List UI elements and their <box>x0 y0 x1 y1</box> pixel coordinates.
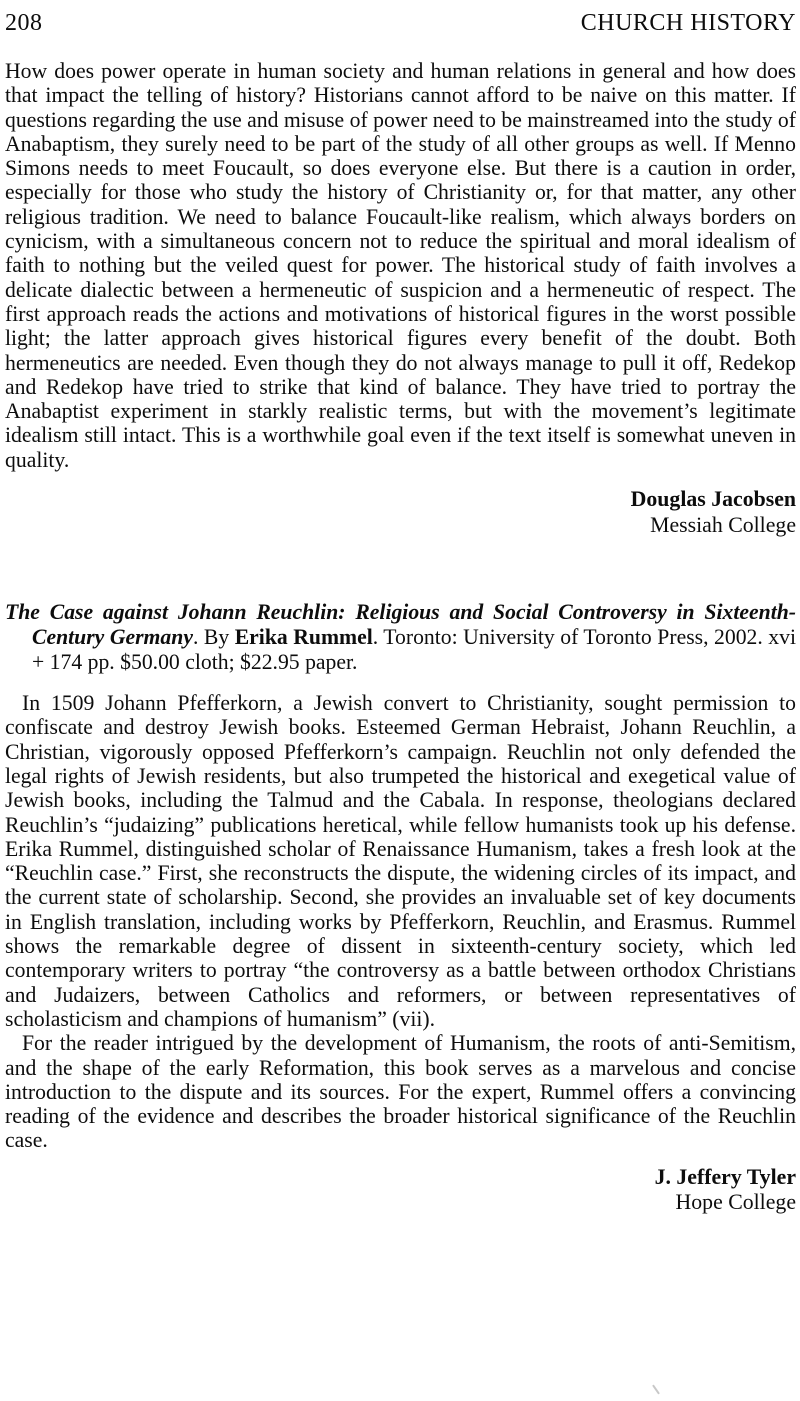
running-head <box>5 10 796 36</box>
review-paragraph-1: In 1509 Johann Pfefferkorn, a Jewish convert to Christianity, sought permission to confiscate and destroy Jewish books. Esteemed German Hebraist, Johann Reuchlin, a Christian, vigorously opposed Pfefferkorn’s campaign. Reuchlin not only defended the legal rights of Jewish residents, but also trumpeted the historical and exegetical value of Jewish books, including the Talmud and the Cabala. In response, theologians declared Reuchlin’s “judaizing” publications heretical, while fellow humanists took up his defense. Erika Rummel, distinguished scholar of Renaissance Humanism, takes a fresh look at the “Reuchlin case.” First, she reconstructs the dispute, the widening circles of its impact, and the current state of scholarship. Second, she provides an invaluable set of key documents in English translation, including works by Pfefferkorn, Reuchlin, and Erasmus. Rummel shows the remarkable degree of dissent in sixteenth-century society, which led contemporary writers to portray “the controversy as a battle between orthodox Christians and Judaizers, between Catholics and reformers, or between representatives of scholasticism and champions of humanism” (vii). <box>5 691 796 1031</box>
book-citation <box>5 600 796 675</box>
reviewer-affiliation: Hope College <box>675 1190 796 1215</box>
scan-artifact-mark <box>652 1384 660 1394</box>
book-title: The Case against Johann Reuchlin: Religious and Social Controversy in Sixteenth-Century Germany <box>5 600 796 650</box>
page-number: 208 <box>5 10 43 36</box>
journal-title: CHURCH HISTORY <box>580 10 796 36</box>
page-body <box>5 59 796 1216</box>
review-paragraph-2: For the reader intrigued by the development of Humanism, the roots of anti-Semitism, and the shape of the early Reformation, this book serves as a marvelous and concise introduction to the dispute and its sources. For the expert, Rummel offers a convincing reading of the evidence and describes the broader historical significance of the Reuchlin case. <box>5 1031 796 1153</box>
reviewer-signature-jacobsen <box>5 487 796 538</box>
reviewer-name: J. Jeffery Tyler <box>654 1164 796 1189</box>
reviewer-name: Douglas Jacobsen <box>630 487 796 512</box>
reviewer-affiliation: Messiah College <box>650 512 796 537</box>
book-author: Erika Rummel <box>234 625 373 650</box>
citation-publication-info: . Toronto: University of Toronto Press, 2002. xvi + 174 pp. $50.00 cloth; $22.95 paper. <box>32 625 797 675</box>
reviewer-signature-tyler <box>5 1165 796 1216</box>
previous-review-continuation-paragraph: How does power operate in human society and human relations in general and how does that impact the telling of history? Historians cannot afford to be naive on this matter. If questions regarding the use and misuse of power need to be mainstreamed into the study of Anabaptism, they surely need to be part of the study of all other groups as well. If Menno Simons needs to meet Foucault, so does everyone else. But there is a caution in order, especially for those who study the history of Christianity or, for that matter, any other religious tradition. We need to balance Foucault-like realism, which always borders on cynicism, with a simultaneous concern not to reduce the spiritual and moral idealism of faith to nothing but the veiled quest for power. The historical study of faith involves a delicate dialectic between a hermeneutic of suspicion and a hermeneutic of respect. The first approach reads the actions and motivations of historical figures in the worst possible light; the latter approach gives historical figures every benefit of the doubt. Both hermeneutics are needed. Even though they do not always manage to pull it off, Redekop and Redekop have tried to strike that kind of balance. They have tried to portray the Anabaptist experiment in starkly realistic terms, but with the movement’s legitimate idealism still intact. This is a worthwhile goal even if the text itself is somewhat uneven in quality. <box>5 59 796 472</box>
citation-by-label: . By <box>192 625 235 650</box>
